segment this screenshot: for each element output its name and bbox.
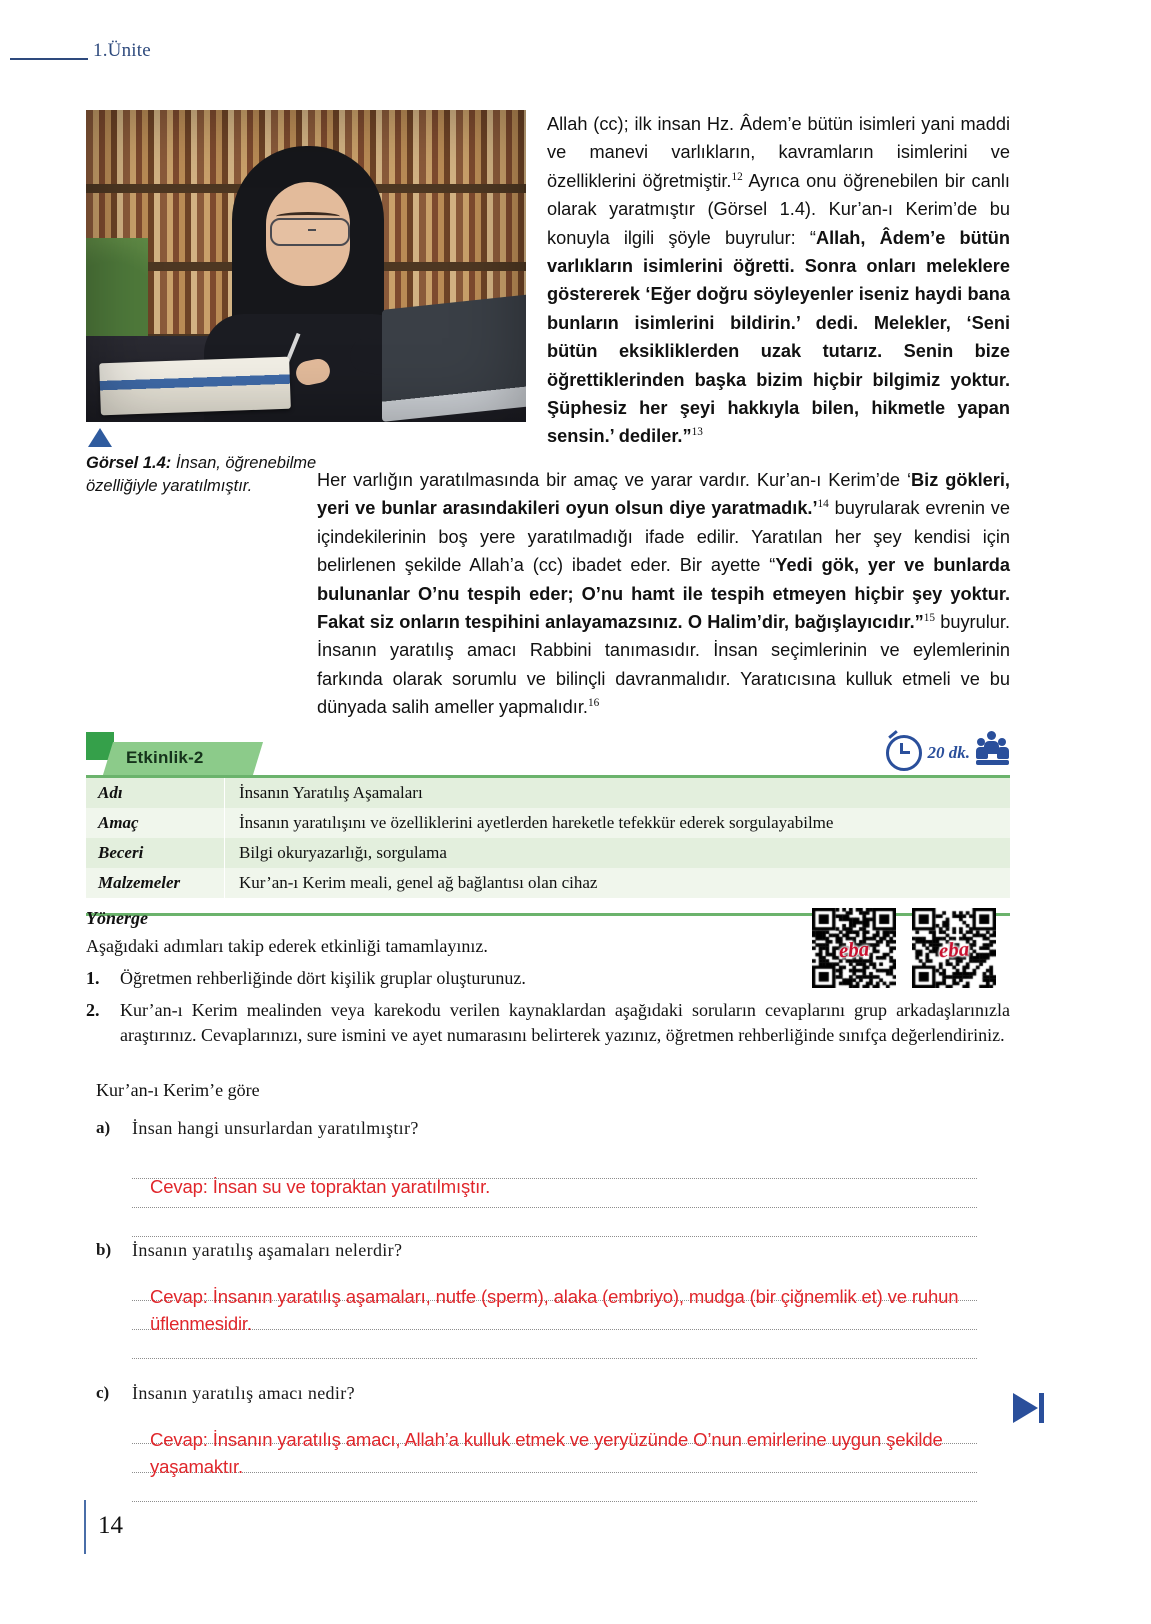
dotted-line (132, 1208, 977, 1237)
p2-part1: Her varlığın yaratılmasında bir amaç ve yarar vardır. Kur’an-ı Kerim’de ‘ (317, 470, 912, 490)
table-row (86, 838, 1010, 868)
activity-table (86, 778, 1010, 898)
triangle-up-icon (88, 428, 112, 447)
figure-photo (86, 110, 526, 422)
footnote-ref-15: 15 (923, 611, 935, 624)
question-c-text: İnsanın yaratılış amacı nedir? (132, 1383, 355, 1403)
activity-block (86, 735, 1010, 892)
list-item (86, 998, 1010, 1049)
page-number: 14 (98, 1512, 123, 1539)
page-footer (84, 1500, 284, 1560)
p2-quote2: Yedi gök, yer ve bunlarda bulunanlar O’nu tespih eder; O’nu hamt ile tespih etmeyen hiçbir şey yoktur. Fakat siz onların tespihini anlayamazsınız. O Halim’dir, bağışlayıcıdır.” (317, 555, 1011, 632)
figure-caption-label: Görsel 1.4: (86, 454, 172, 472)
footnote-ref-16: 16 (587, 697, 600, 710)
p1-quote-close: ” (682, 426, 692, 447)
eba-logo-2: eba (938, 936, 970, 963)
table-key: Beceri (86, 838, 225, 868)
p2-part3: buyrulur. İnsanın yaratılış amacı Rabbini tanımasıdır. İnsan seçimlerinin ve eylemlerinin farkında olarak sorumlu ve bilinçli davranmalıdır. Yaratıcısına kulluk etmeli ve bu dünyada salih ameller yapmalıdır. (317, 611, 1010, 718)
instructions-title: Yönerge (86, 908, 148, 928)
table-key: Amaç (86, 808, 225, 838)
group-people-icon (976, 731, 1010, 767)
qr-code-1[interactable] (812, 908, 896, 988)
p2-quote1: Biz gökleri, yeri ve bunlar arasındakileri oyun olsun diye yaratmadık.’ (317, 470, 1010, 519)
eba-logo-1: eba (838, 936, 870, 963)
step-text: Öğretmen rehberliğinde dört kişilik gruplar oluşturunuz. (120, 968, 526, 988)
paragraph-two (317, 466, 1010, 722)
p1-quote: Allah, Âdem’e bütün varlıkların isimlerini öğretti. Sonra onları meleklere göstererek ‘Eğer doğru söyleyenler iseniz haydi bana bunların isimlerini bildirin.’ dedi. Melekler, ‘Seni bütün eksikliklerden uzak tutarız. Senin bize öğrettiklerinden başka bizim hiçbir bilgimiz yoktur. Şüphesiz her şeyi hakkıyla bilen, hikmetle yapan sensin.’ dediler. (547, 227, 1010, 447)
footnote-ref-14: 14 (817, 498, 829, 511)
photo-vignette (86, 110, 526, 422)
question-a-text: İnsan hangi unsurlardan yaratılmıştır? (132, 1118, 419, 1138)
question-a-label: a) (96, 1118, 111, 1137)
table-key: Adı (86, 778, 225, 808)
figure-caption (86, 452, 336, 498)
table-key: Malzemeler (86, 868, 225, 898)
step-text: Kur’an-ı Kerim mealinden veya karekodu verilen kaynaklardan aşağıdaki soruların cevaplarını grup arkadaşlarınızla araştırınız. Cevaplarınızı, sure ismini ve ayet numarasını belirterek yazınız, öğretmen rehberliğinde sınıfça değerlendiriniz. (120, 999, 1010, 1046)
questions-intro: Kur’an-ı Kerim’e göre (96, 1080, 260, 1100)
answer-a: Cevap: İnsan su ve topraktan yaratılmıştır. (150, 1176, 491, 1197)
figure-block (86, 110, 526, 495)
play-next-icon (1013, 1393, 1047, 1423)
answer-c: Cevap: İnsanın yaratılış amacı, Allah’a kulluk etmek ve yeryüzünde O’nun emirlerine uygun şekilde yaşamaktır. (150, 1429, 943, 1477)
table-row (86, 868, 1010, 898)
answer-b: Cevap: İnsanın yaratılış aşamaları, nutfe (sperm), alaka (embriyo), mudga (bir çiğnemlik et) ve ruhun üflenmesidir. (150, 1286, 959, 1334)
activity-icons (820, 731, 1010, 777)
activity-tab-row (86, 735, 1010, 775)
qr-code-2[interactable] (912, 908, 996, 988)
question-b-text: İnsanın yaratılış aşamaları nelerdir? (132, 1240, 403, 1260)
paragraph-one (547, 110, 1010, 451)
activity-tab-label: Etkinlik-2 (126, 748, 204, 767)
table-row (86, 808, 1010, 838)
p1-part2: Ayrıca onu öğrenebilen bir canlı olarak yaratmıştır (Görsel 1.4). Kur’an-ı Kerim’de bu konuyla ilgili şöyle buyrulur: “ (547, 170, 1010, 248)
step-number: 1. (86, 968, 100, 988)
unit-title: 1.Ünite (93, 40, 151, 61)
instructions-block (86, 908, 786, 957)
table-value: Kur’an-ı Kerim meali, genel ağ bağlantısı olan cihaz (225, 868, 1011, 898)
table-row (86, 778, 1010, 808)
figure-caption-text: İnsan, öğrenebilme özelliğiyle yaratılmıştır. (86, 454, 317, 495)
footnote-ref-13: 13 (691, 426, 703, 439)
instructions-text: Aşağıdaki adımları takip ederek etkinliği tamamlayınız. (86, 936, 488, 956)
clock-icon (886, 735, 922, 771)
question-c-label: c) (96, 1383, 110, 1402)
footer-rule (84, 1500, 86, 1554)
running-header (0, 40, 1151, 70)
p2-part2: buyrularak evrenin ve içindekilerinin boş yere yaratılmadığı ifade edilir. Yaratılan her şey kendisi için belirlenen şekilde Allah’a (cc) ibadet eder. Bir ayette “ (317, 498, 1010, 576)
activity-duration: 20 dk. (927, 743, 970, 762)
table-value: İnsanın yaratılışını ve özelliklerini ayetlerden hareketle tefekkür ederek sorgulayabilme (225, 808, 1011, 838)
step-number: 2. (86, 999, 100, 1020)
table-value: İnsanın Yaratılış Aşamaları (225, 778, 1011, 808)
header-rule (10, 58, 88, 60)
footnote-ref-12: 12 (731, 170, 743, 183)
p1-part1: Allah (cc); ilk insan Hz. Âdem’e bütün isimleri yani maddi ve manevi varlıkların, kavramların isimlerini ve özelliklerini öğretmiştir. (547, 114, 1010, 191)
question-b-label: b) (96, 1240, 112, 1259)
qr-code-group (812, 908, 1002, 988)
table-value: Bilgi okuryazarlığı, sorgulama (225, 838, 1011, 868)
